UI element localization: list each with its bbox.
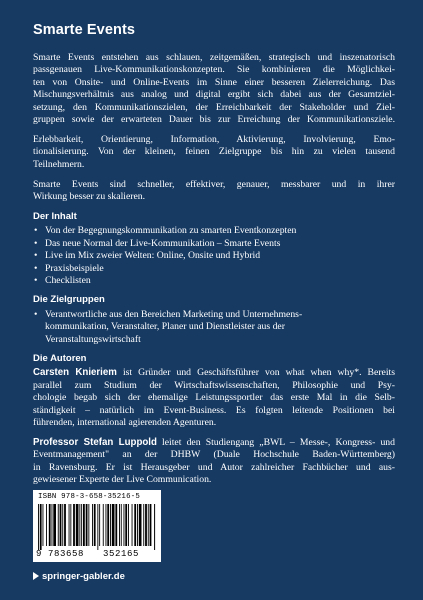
zielgruppen-list	[33, 309, 395, 346]
barcode-bar	[125, 504, 127, 546]
list-item	[33, 309, 395, 346]
list-item: • Praxisbeispiele	[33, 263, 395, 275]
publisher-website[interactable]	[33, 571, 125, 582]
list-item: • Live im Mix zweier Welten: Online, Onsite und Hybrid	[33, 250, 395, 262]
barcode-bar	[115, 504, 117, 546]
barcode-bar	[79, 504, 80, 546]
ean-group-1: 783658	[48, 549, 85, 559]
text-line: in Ravensburg. Er ist Herausgeber und Autor zahlreicher Fachbücher und aus-	[33, 461, 395, 473]
barcode-bar	[97, 504, 98, 550]
barcode-bar	[143, 504, 144, 546]
barcode-bar	[43, 504, 44, 546]
text-line: passgenauen Live-Kommunikationskonzepten. Sie kombinieren die Möglichkei-	[33, 64, 395, 76]
barcode-bar	[38, 504, 39, 550]
barcode-bar	[110, 504, 111, 546]
isbn-barcode	[33, 490, 161, 562]
barcode-bar	[49, 504, 51, 546]
arrow-right-icon	[33, 572, 39, 580]
text-line: kommunikation, Veranstalter, Planer und Dienstleister aus der	[45, 321, 285, 333]
barcode-bar	[112, 504, 115, 546]
barcode-bar	[52, 504, 53, 546]
text-line: chologie begab sich der ehemalige Leistungssportler das erste Mal in die Selb-	[33, 392, 395, 404]
barcode-bar	[99, 504, 100, 546]
text-line: ständigkeit – natürlich im Event-Business. Es folgten leitende Positionen bei	[33, 404, 395, 416]
barcode-bar	[81, 504, 82, 546]
text-line: setzung, den Kommunikationszielen, der Erreichbarkeit der Stakeholder und Ziel-	[33, 101, 395, 113]
list-item: • Das neue Normal der Live-Kommunikation – Smarte Events	[33, 238, 395, 250]
text-line: Eventmanagement" an der DHBW (Duale Hochschule Baden-Württemberg)	[33, 449, 395, 461]
barcode-bar	[62, 504, 63, 546]
text-line: Mischungsverhältnis aus analog und digital ergibt sich dabei aus der Gesamtziel-	[33, 89, 395, 101]
text-line: gruppen sowie der erwarteten Dauer bis zur Erreichung der Kommunikationsziele.	[33, 114, 395, 126]
section-heading-zielgruppen: Die Zielgruppen	[33, 294, 105, 306]
text-line: Smarte Events entstehen aus schlauen, zeitgemäßen, strategisch und inszenatorisch	[33, 52, 395, 63]
barcode-bar	[60, 504, 62, 546]
barcode-bar	[154, 504, 155, 550]
website-label: springer-gabler.de	[42, 571, 125, 582]
text-line: gewiesener Experte der Live Communication.	[33, 474, 212, 486]
barcode-bar	[119, 504, 120, 546]
section-heading-inhalt: Der Inhalt	[33, 210, 77, 222]
barcode-bars	[38, 504, 156, 550]
barcode-bar	[145, 504, 147, 546]
isbn-label: ISBN 978-3-658-35216-5	[38, 493, 140, 501]
text-line: führenden, international agierenden Agenturen.	[33, 417, 217, 429]
list-item: • Von der Begegnungskommunikation zu smarten Eventkonzepten	[33, 225, 395, 237]
text-line: tionalisierung. Von der kleinen, feinen Zielgruppe bis hin zu vielen tausend	[33, 146, 395, 158]
ean-group-2: 352165	[103, 549, 140, 559]
text-line: Erlebbarkeit, Orientierung, Information, Aktivierung, Involvierung, Emo-	[33, 133, 395, 145]
barcode-bar	[107, 504, 109, 546]
barcode-bar	[148, 504, 149, 546]
barcode-bar	[121, 504, 122, 546]
barcode-bar	[103, 504, 104, 546]
barcode-bar	[128, 504, 129, 546]
barcode-bar	[88, 504, 89, 546]
list-item: • Checklisten	[33, 275, 395, 287]
barcode-bar	[83, 504, 85, 546]
text-line: Wirkung besser zu skalieren.	[33, 191, 146, 203]
barcode-bar	[40, 504, 42, 550]
text-line: Veranstaltungswirtschaft	[45, 333, 141, 345]
author-1-bio	[33, 367, 395, 429]
barcode-bar	[76, 504, 79, 546]
section-heading-autoren: Die Autoren	[33, 353, 87, 365]
barcode-bar	[94, 504, 96, 546]
author-2-text: leitet den Studiengang „BWL – Messe-, Kongress- und	[156, 436, 395, 448]
text-line: ten von Onsite- und Online-Events im Sinne einer besseren Zielerreichung. Das	[33, 76, 395, 88]
barcode-bar	[150, 504, 152, 546]
cover-text	[33, 52, 395, 494]
intro-paragraph-3	[33, 179, 395, 204]
text-line	[33, 437, 395, 449]
barcode-bar	[92, 504, 93, 546]
author-1-text: ist Gründer und Geschäftsführer von what when why*. Bereits	[116, 367, 395, 379]
barcode-bar	[106, 504, 107, 546]
barcode-bar	[46, 504, 47, 546]
intro-paragraph-2	[33, 134, 395, 171]
barcode-bar	[132, 504, 133, 546]
inhalt-list	[33, 225, 395, 287]
barcode-bar	[137, 504, 138, 546]
author-2-bio	[33, 437, 395, 487]
barcode-bar	[64, 504, 66, 546]
text-line: Teilnehmern.	[33, 158, 85, 170]
author-1-name: Carsten Knieriem	[33, 367, 117, 379]
intro-paragraph-1	[33, 52, 395, 126]
barcode-bar	[70, 504, 71, 546]
text-line: Smarte Events sind schneller, effektiver, genauer, messbarer und in ihrer	[33, 178, 395, 190]
barcode-bar	[53, 504, 56, 546]
ean-first-digit: 9	[36, 549, 43, 559]
barcode-bar	[58, 504, 59, 546]
author-2-name: Professor Stefan Luppold	[33, 436, 157, 448]
barcode-bar	[86, 504, 88, 546]
barcode-bar	[124, 504, 125, 546]
cover-title: Smarte Events	[33, 22, 136, 38]
barcode-bar	[69, 504, 70, 546]
text-line	[33, 367, 395, 379]
barcode-bar	[134, 504, 136, 546]
text-line: • Verantwortliche aus den Bereichen Marketing und Unternehmens-	[45, 308, 303, 320]
text-line: parallel zum Studium der Wirtschaftswissenschaften, Philosophie und Psy-	[33, 379, 395, 391]
barcode-bar	[73, 504, 75, 546]
barcode-bar	[139, 504, 142, 546]
